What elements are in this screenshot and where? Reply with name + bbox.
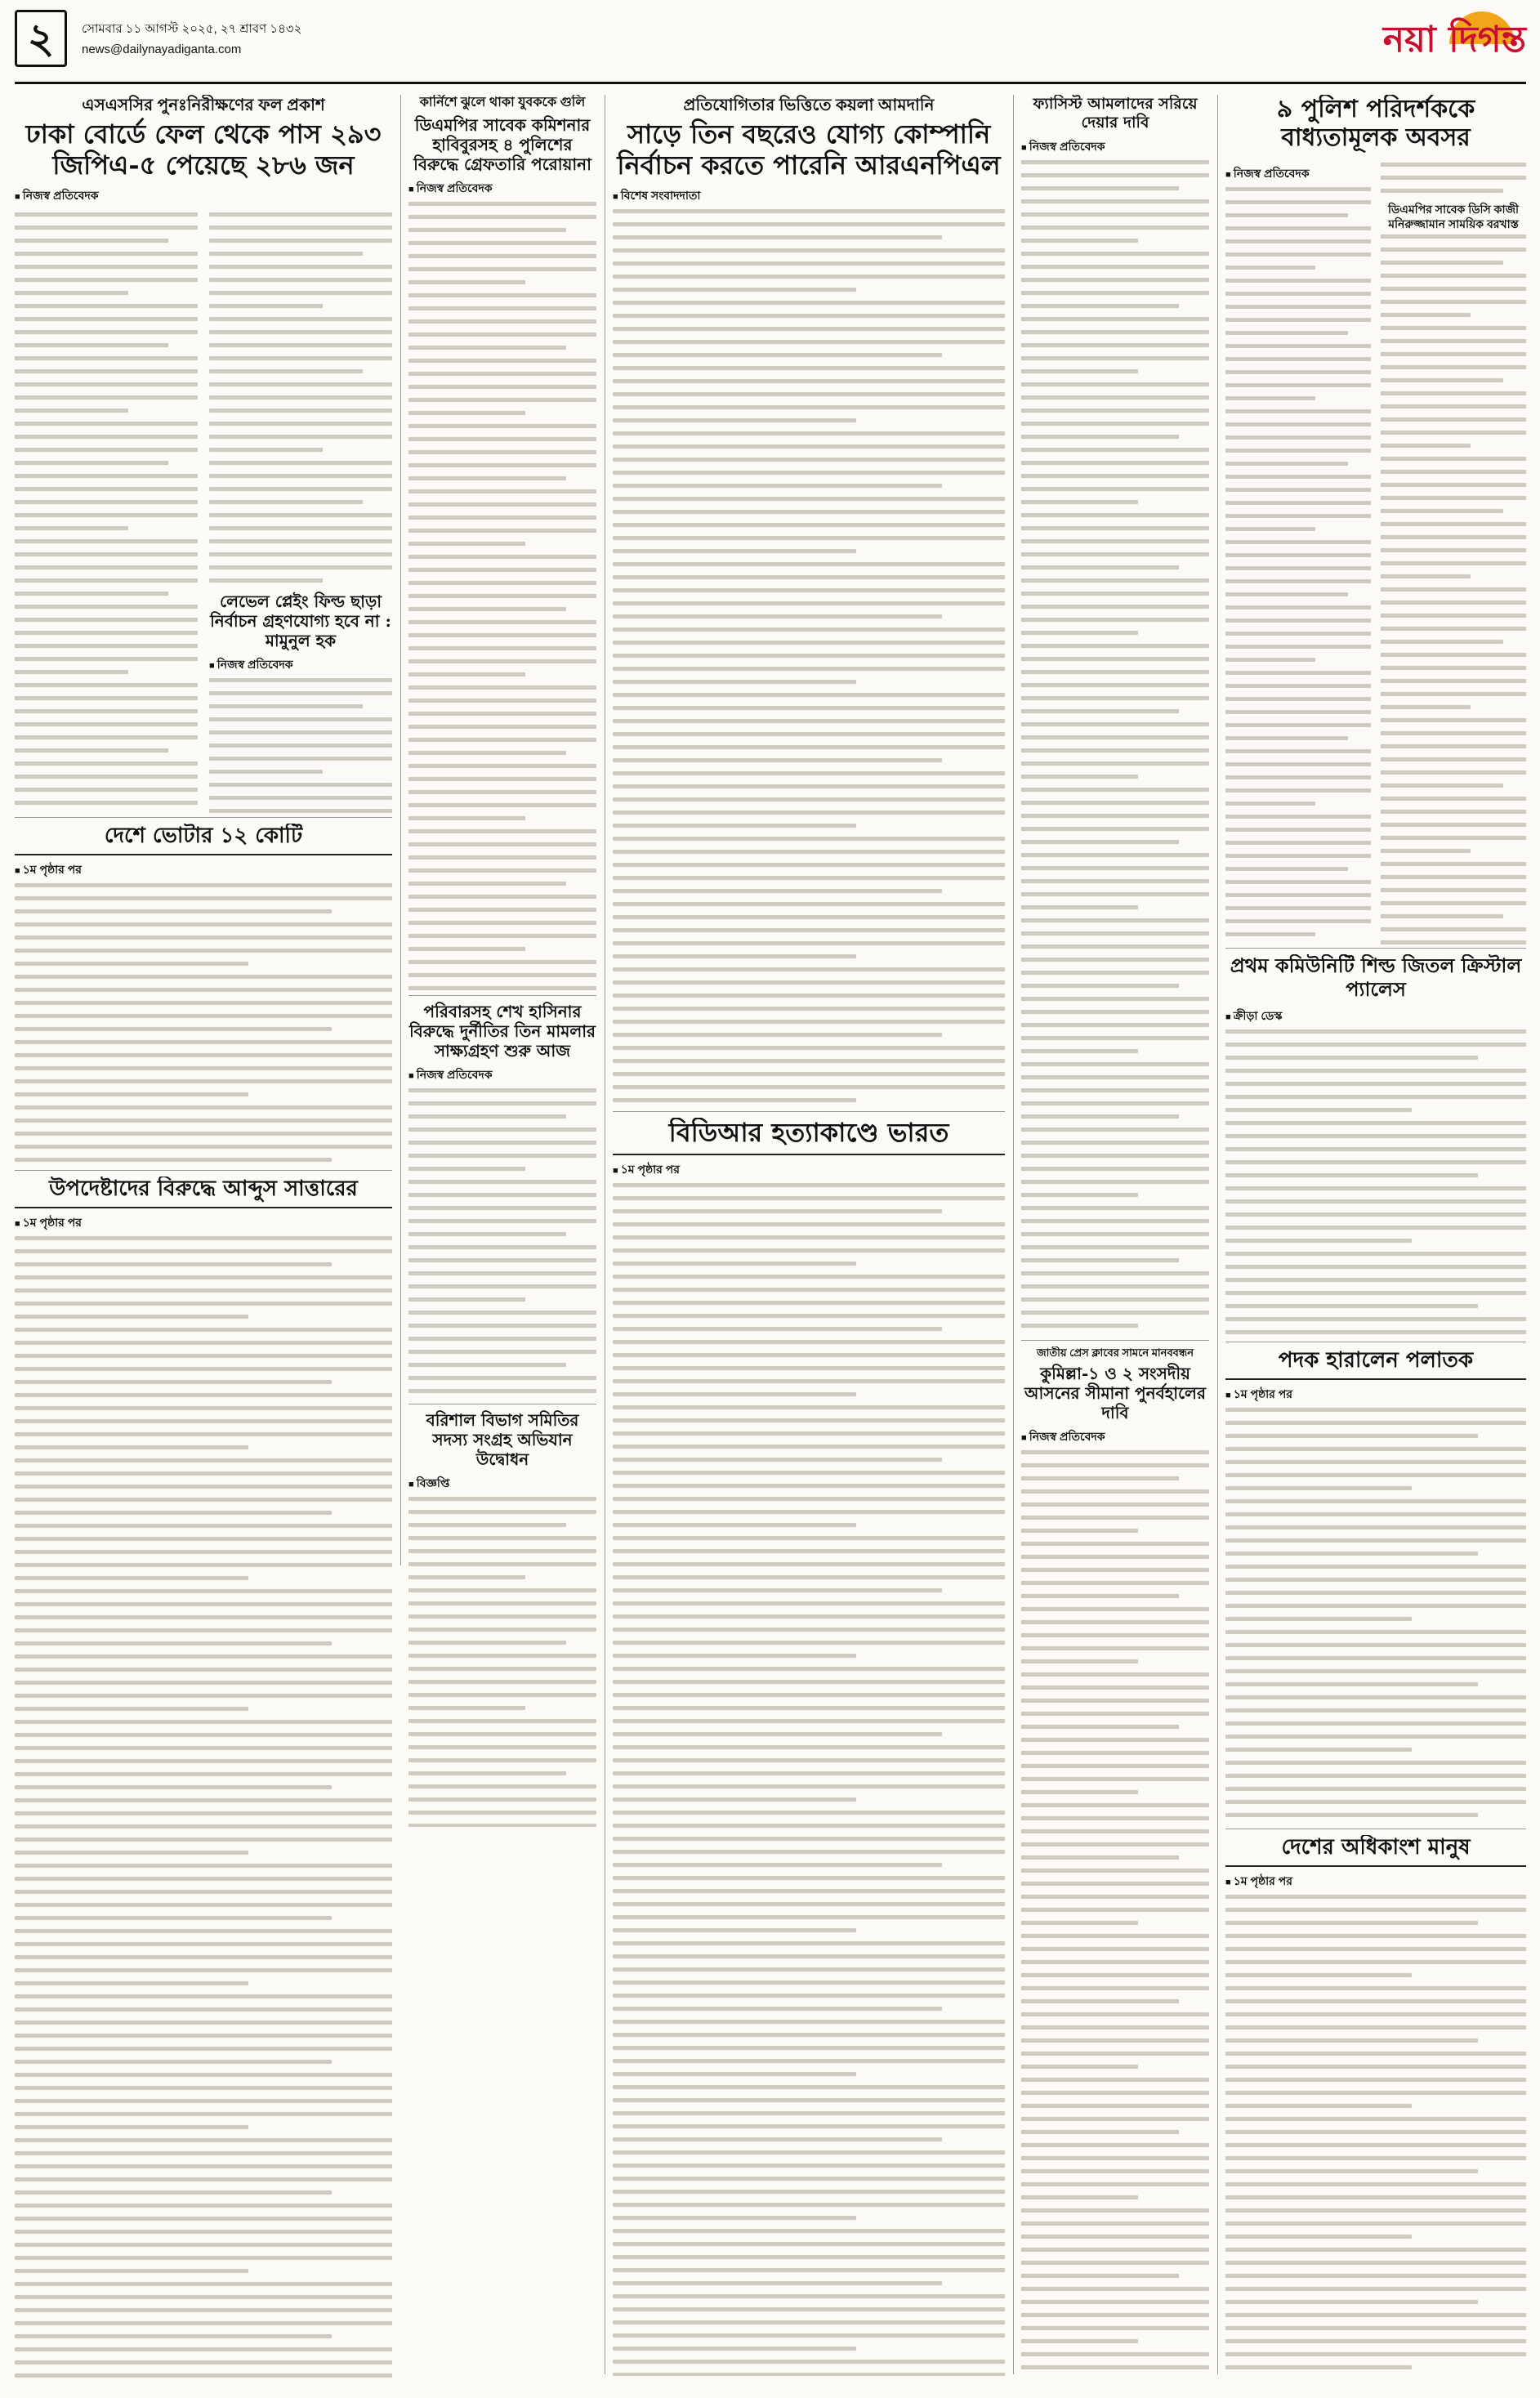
story-body (408, 1088, 596, 1402)
newspaper-logo (1338, 11, 1526, 75)
story-kicker: জাতীয় প্রেস ক্লাবের সামনে মানববন্ধন (1037, 1346, 1194, 1359)
story-body (1225, 1408, 1526, 1822)
story-byline: ■ ১ম পৃষ্ঠার পর (15, 1213, 392, 1233)
story-headline[interactable]: ডিএমপির সাবেক কমিশনার হাবিবুরসহ ৪ পুলিশের বিরুদ্ধে গ্রেফতারি পরোয়ানা (413, 114, 591, 174)
story-headline[interactable]: কুমিল্লা-১ ও ২ সংসদীয় আসনের সীমানা পুনর্বহালের দাবি (1024, 1363, 1206, 1422)
page-number: ২ (15, 10, 67, 67)
story-barishal (408, 1410, 596, 1827)
story-body (15, 883, 392, 1167)
story-headline[interactable]: পরিবারসহ শেখ হাসিনার বিরুদ্ধে দুর্নীতির তিন মামলার সাক্ষ্যগ্রহণ শুরু আজ (408, 1002, 596, 1061)
story-comilla (1021, 1346, 1209, 2376)
logo-text: নয়া দিগন্ত (1382, 19, 1526, 60)
story-body (1021, 160, 1209, 1337)
section-rule (15, 1170, 392, 1171)
story-headline[interactable]: লেভেল প্লেইং ফিল্ড ছাড়া নির্বাচন গ্রহণযোগ্য হবে না : মামুনুল হক (210, 591, 391, 650)
dateline: সোমবার ১১ আগস্ট ২০২৫, ২৭ শ্রাবণ ১৪৩২ (82, 22, 302, 36)
story-dmp (408, 95, 596, 994)
page-header (15, 10, 1526, 85)
story-headline[interactable]: প্রথম কমিউনিটি শিল্ড জিতল ক্রিস্টাল প্যালেস (1230, 954, 1522, 1001)
story-body (209, 212, 392, 815)
section-rule (613, 1111, 1005, 1112)
story-medal (1225, 1348, 1526, 1822)
story-headline[interactable]: সাড়ে তিন বছরেও যোগ্য কোম্পানি নির্বাচন করতে পারেনি আরএনপিএল (617, 118, 1001, 181)
story-byline: ■ নিজস্ব প্রতিবেদক (209, 655, 392, 675)
story-body (15, 1236, 392, 2378)
story-body (1225, 1895, 1526, 2374)
story-coal (613, 95, 1005, 1108)
story-headline[interactable]: ঢাকা বোর্ডে ফেল থেকে পাস ২৯৩ জিপিএ-৫ পেয়েছে ২৮৬ জন (25, 118, 382, 181)
story-byline: ■ নিজস্ব প্রতিবেদক (1021, 137, 1209, 157)
story-byline: ■ নিজস্ব প্রতিবেদক (408, 179, 596, 199)
story-voters (15, 824, 392, 1167)
story-headline[interactable]: উপদেষ্টাদের বিরুদ্ধে আব্দুস সাত্তারের (15, 1177, 392, 1208)
story-byline: ■ নিজস্ব প্রতিবেদক (408, 1065, 596, 1085)
section-rule (1225, 948, 1526, 949)
story-headline[interactable]: দেশে ভোটার ১২ কোটি (15, 824, 392, 855)
story-bdr (613, 1118, 1005, 2376)
header-rule (15, 82, 1526, 84)
story-police (1225, 95, 1526, 944)
story-body (1225, 1029, 1526, 1338)
story-body (408, 202, 596, 994)
story-body (1381, 234, 1526, 944)
story-people (1225, 1835, 1526, 2374)
column-rule (400, 95, 401, 1565)
contact-email[interactable]: news@dailynayadiganta.com (82, 42, 242, 56)
story-subhead: ডিএমপির সাবেক ডিসি কাজী মনিরুজ্জামান সাময়িক বরখাস্ত (1387, 202, 1520, 230)
section-rule (1021, 1340, 1209, 1341)
story-byline: ■ ১ম পৃষ্ঠার পর (613, 1160, 1005, 1180)
story-byline: ■ নিজস্ব প্রতিবেদক (1225, 164, 1371, 184)
story-body (1225, 187, 1371, 944)
story-body (408, 1497, 596, 1827)
story-headline[interactable]: ৯ পুলিশ পরিদর্শককে বাধ্যতামূলক অবসর (1276, 95, 1475, 153)
section-rule (408, 995, 596, 996)
story-hasina (408, 1002, 596, 1402)
story-byline: ■ বিশেষ সংবাদদাতা (613, 186, 1005, 206)
story-body (1021, 1450, 1209, 2376)
story-byline: ■ বিজ্ঞপ্তি (408, 1474, 596, 1494)
story-byline: ■ ১ম পৃষ্ঠার পর (1225, 1872, 1526, 1891)
story-byline: ■ ১ম পৃষ্ঠার পর (1225, 1385, 1526, 1404)
story-headline[interactable]: দেশের অধিকাংশ মানুষ (1225, 1835, 1526, 1867)
story-fascist (1021, 95, 1209, 1337)
story-byline: ■ ক্রীড়া ডেস্ক (1225, 1007, 1526, 1026)
story-kicker: প্রতিযোগিতার ভিত্তিতে কয়লা আমদানি (683, 96, 935, 114)
story-byline: ■ ১ম পৃষ্ঠার পর (15, 860, 392, 880)
column-rule (1013, 95, 1014, 2374)
story-body (613, 1183, 1005, 2376)
story-headline[interactable]: পদক হারালেন পলাতক (1225, 1348, 1526, 1380)
story-adviser (15, 1177, 392, 2378)
story-community-shield (1225, 954, 1526, 1338)
column-rule (1217, 95, 1218, 2374)
story-body (1381, 163, 1526, 193)
story-byline: ■ নিজস্ব প্রতিবেদক (1021, 1427, 1209, 1447)
section-rule (15, 817, 392, 818)
story-kicker: এসএসসির পুনঃনিরীক্ষণের ফল প্রকাশ (82, 96, 325, 114)
story-headline[interactable]: বরিশাল বিভাগ সমিতির সদস্য সংগ্রহ অভিযান উদ্বোধন (426, 1410, 579, 1469)
story-headline[interactable]: ফ্যাসিস্ট আমলাদের সরিয়ে দেয়ার দাবি (1033, 95, 1198, 132)
story-headline[interactable]: বিডিআর হত্যাকাণ্ডে ভারত (613, 1118, 1005, 1155)
story-byline: ■ নিজস্ব প্রতিবেদক (15, 186, 392, 206)
story-body (15, 212, 198, 815)
story-kicker: কার্নিশে ঝুলে থাকা যুবককে গুলি (419, 96, 586, 109)
story-body (613, 209, 1005, 1102)
story-ssc (15, 95, 392, 814)
